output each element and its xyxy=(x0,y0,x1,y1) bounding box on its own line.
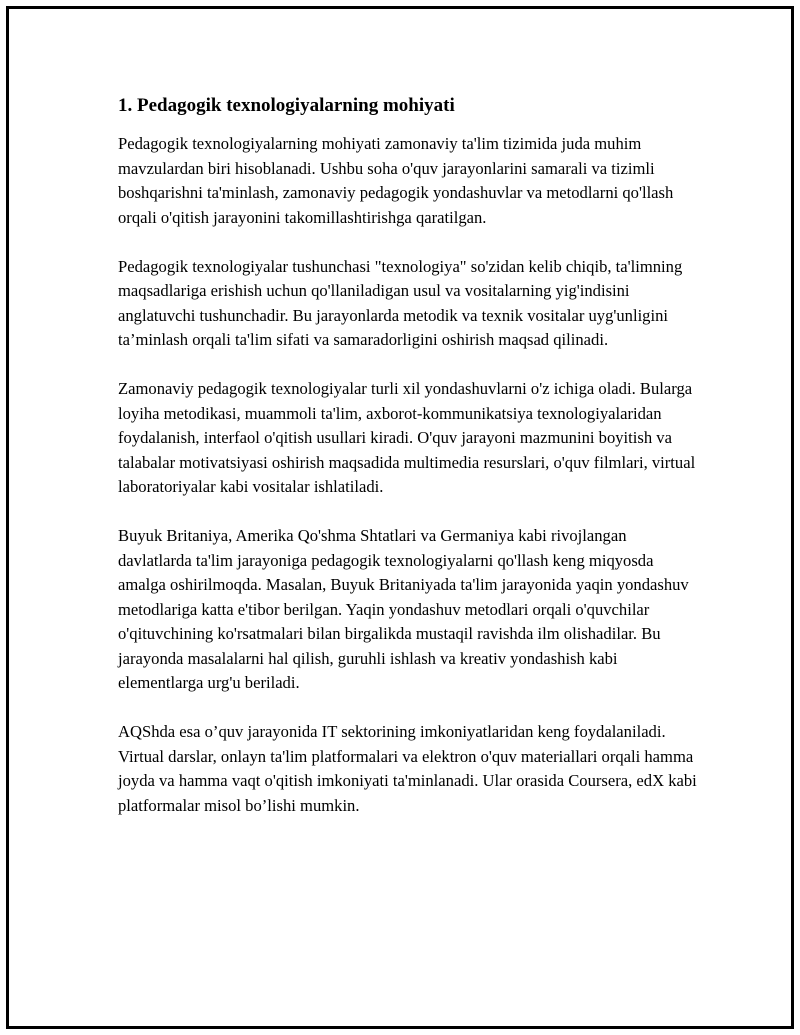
paragraph-2: Pedagogik texnologiyalar tushunchasi "texnologiya" so'zidan kelib chiqib, ta'limning maqsadlariga erishish uchun qo'llaniladigan usul va vositalarning yig'indisini anglatuvchi tushunchadir. Bu jarayonlarda metodik va texnik vositalar uyg'unligini ta’minlash orqali ta'lim sifati va samaradorligini oshirish maqsad qilinadi. xyxy=(118,256,683,349)
paragraph-1: Pedagogik texnologiyalarning mohiyati zamonaviy ta'lim tizimida juda muhim mavzulardan biri hisoblanadi. Ushbu soha o'quv jarayonlarini samarali va tizimli boshqarishni ta'minlash, zamonaviy pedagogik yondashuvlar va metodlarni qo'llash orqali o'qitish jarayonini takomillashtirishga qaratilgan. xyxy=(118,134,674,227)
paragraph-3: Zamonaviy pedagogik texnologiyalar turli xil yondashuvlarni o'z ichiga oladi. Bularga loyiha metodikasi, muammoli ta'lim, axborot-kommunikatsiya texnologiyalaridan foydalanish, interfaol o'qitish usullari kiradi. O'quv jarayoni mazmunini boyitish va talabalar motivatsiyasi oshirish maqsadida multimedia resurslari, o'quv filmlari, virtual laboratoriyalar kabi vositalar ishlatiladi. xyxy=(118,379,696,496)
section-heading: 1. Pedagogik texnologiyalarning mohiyati xyxy=(118,95,455,116)
paragraph-4: Buyuk Britaniya, Amerika Qo'shma Shtatlari va Germaniya kabi rivojlangan davlatlarda ta'lim jarayoniga pedagogik texnologiyalarni qo'llash keng miqyosda amalga oshirilmoqda. Masalan, Buyuk Britaniyada ta'lim jarayonida yaqin yondashuv metodlariga katta e'tibor berilgan. Yaqin yondashuv metodlari orqali o'quvchilar o'qituvchining ko'rsatmalari bilan birgalikda mustaqil ravishda ilm olishadilar. Bu jarayonda masalalarni hal qilish, guruhli ishlash va kreativ yondashish kabi elementlarga urg'u beriladi. xyxy=(118,526,689,692)
document-body xyxy=(118,92,698,843)
paragraph-5: AQShda esa o’quv jarayonida IT sektorining imkoniyatlaridan keng foydalaniladi. Virtual darslar, onlayn ta'lim platformalari va elektron o'quv materiallari orqali hamma joyda va hamma vaqt o'qitish imkoniyati ta'minlanadi. Ular orasida Coursera, edX kabi platformalar misol bo’lishi mumkin. xyxy=(118,722,697,815)
